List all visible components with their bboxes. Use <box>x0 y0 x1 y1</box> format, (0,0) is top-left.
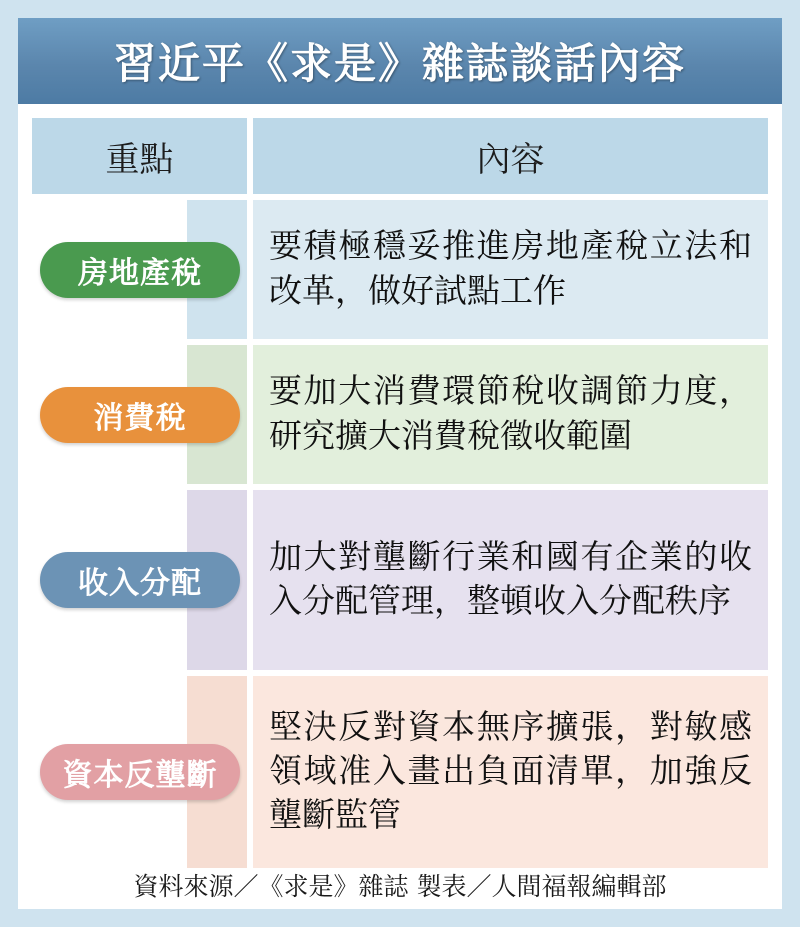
table-header-row <box>32 118 768 194</box>
table-row-value-cell <box>253 200 768 339</box>
row-key-badge <box>40 242 240 298</box>
infographic-inner <box>18 18 782 909</box>
row-key-badge <box>40 387 240 443</box>
title-bar <box>18 18 782 104</box>
row-value-text: 加大對壟斷行業和國有企業的收入分配管理，整頓收入分配秩序 <box>269 536 752 620</box>
table-header-key-label: 重點 <box>105 139 174 180</box>
footer <box>18 867 782 903</box>
table-row-value-cell <box>253 676 768 868</box>
table-row <box>32 490 768 670</box>
table-row-key-cell <box>32 676 247 868</box>
table-row <box>32 200 768 339</box>
source-note: 資料來源／《求是》雜誌 製表／人間福報編輯部 <box>133 872 667 901</box>
table-row-key-cell <box>32 200 247 339</box>
row-key-label: 房地產稅 <box>78 255 202 291</box>
table-row-key-cell <box>32 345 247 484</box>
table-header-value-label: 內容 <box>476 139 545 180</box>
table-row <box>32 676 768 868</box>
row-key-badge <box>40 744 240 800</box>
table-row-value-cell <box>253 490 768 670</box>
page-title: 習近平《求是》雜誌談話內容 <box>113 39 686 88</box>
table-body <box>32 200 768 874</box>
row-value-text: 堅決反對資本無序擴張，對敏感領域准入畫出負面清單，加強反壟斷監管 <box>269 706 752 835</box>
row-key-badge <box>40 552 240 608</box>
table-row-key-cell <box>32 490 247 670</box>
table-header-key-cell <box>32 118 247 194</box>
row-value-text: 要加大消費環節稅收調節力度，研究擴大消費稅徵收範圍 <box>269 371 752 455</box>
row-key-label: 資本反壟斷 <box>62 758 218 793</box>
row-value-text: 要積極穩妥推進房地產稅立法和改革，做好試點工作 <box>269 226 752 310</box>
table <box>18 104 782 909</box>
row-key-label: 收入分配 <box>78 566 202 601</box>
table-row-value-cell <box>253 345 768 484</box>
table-header-value-cell <box>253 118 768 194</box>
row-key-label: 消費稅 <box>93 400 187 436</box>
table-row <box>32 345 768 484</box>
